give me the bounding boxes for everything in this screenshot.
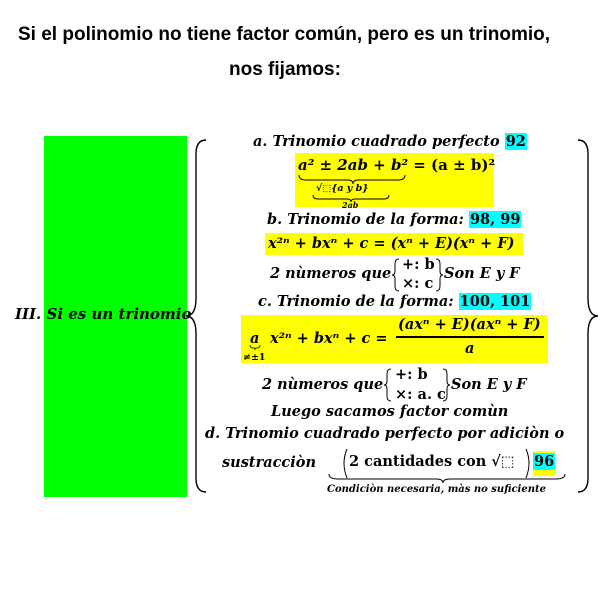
case-c-brace-right	[442, 368, 450, 402]
case-d-page: 96	[534, 453, 555, 470]
case-c-numbers-suffix: Son E y F	[451, 376, 527, 393]
heading-line-2: nos fijamos:	[229, 59, 341, 80]
case-d-title: d. Trinomio cuadrado perfecto por adiciòn o	[205, 425, 565, 442]
case-a-formula: a² ± 2ab + b² = (a ± b)²	[298, 156, 496, 174]
case-d-content: 2 cantidades con √⬚	[349, 453, 515, 470]
case-c-numerator: (axⁿ + E)(axⁿ + F)	[398, 316, 541, 333]
case-c-brace-left	[384, 368, 392, 402]
right-brace	[576, 138, 598, 494]
heading-line-1: Si el polinomio no tiene factor común, pero es un trinomio,	[18, 24, 551, 45]
case-b-rule-sum: +: b	[402, 256, 435, 273]
case-c-pages: 100, 101	[459, 293, 531, 310]
case-c-formula-lhs: x²ⁿ + bxⁿ + c =	[270, 330, 388, 347]
case-b-numbers-prefix: 2 nùmeros que	[270, 265, 392, 282]
case-c-denominator: a	[465, 340, 475, 357]
case-a-note-bottom: 2ab	[342, 200, 359, 210]
case-c-numbers-prefix: 2 nùmeros que	[262, 376, 384, 393]
case-a-note-top: √⬚{a y b}	[316, 183, 369, 194]
case-c-fraction-bar	[396, 336, 544, 338]
case-d-underbrace	[328, 473, 568, 483]
case-b-brace-left	[392, 258, 400, 292]
case-c-coef-note: ≠±1	[243, 352, 266, 363]
case-a-page: 92	[505, 133, 526, 150]
case-d-page-wrap	[533, 453, 555, 470]
case-c-coef-brace	[249, 345, 261, 350]
case-c-rule-sum: +: b	[395, 366, 428, 383]
case-c-title: c. Trinomio de la forma: 100, 101	[258, 293, 531, 310]
case-d-title2: sustracciòn	[222, 454, 316, 471]
case-b-rule-prod: ×: c	[402, 275, 434, 292]
case-b-title: b. Trinomio de la forma: 98, 99	[267, 211, 521, 228]
case-d-note: Condiciòn necesaria, màs no suficiente	[327, 484, 546, 495]
case-b-pages: 98, 99	[469, 211, 521, 228]
case-label: III. Si es un trinomio	[15, 305, 192, 323]
case-b-numbers-suffix: Son E y F	[444, 265, 520, 282]
case-b-brace-right	[435, 258, 443, 292]
case-c-conclusion: Luego sacamos factor comùn	[271, 403, 509, 420]
case-c-coef: a	[250, 330, 260, 347]
case-c-rule-prod: ×: a. c	[395, 386, 446, 403]
case-b-formula: x²ⁿ + bxⁿ + c = (xⁿ + E)(xⁿ + F)	[268, 235, 515, 252]
case-a-title: a. Trinomio cuadrado perfecto 92	[253, 133, 526, 150]
